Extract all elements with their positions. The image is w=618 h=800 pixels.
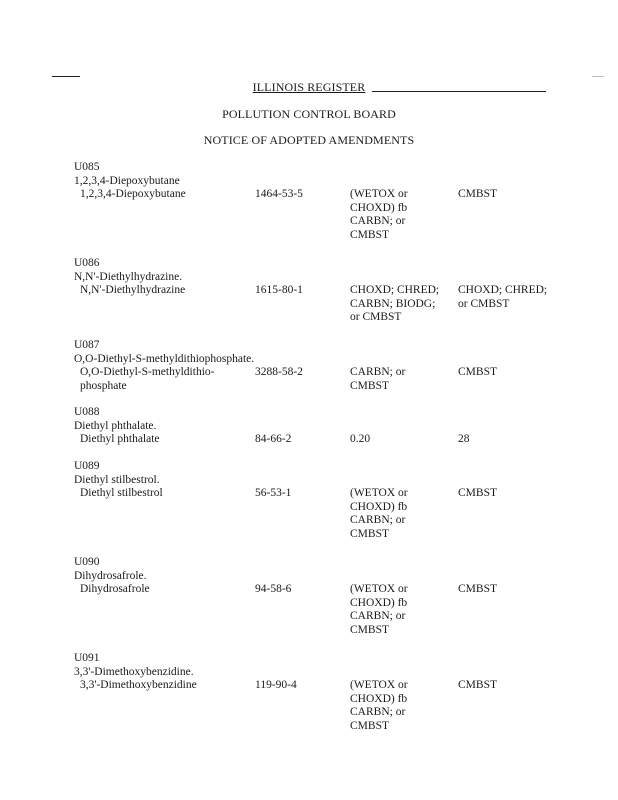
- constituent-name: Dihydrosafrole: [80, 583, 150, 596]
- constituent-name: Diethyl stilbestrol: [80, 487, 163, 500]
- nonwastewater-standard: 28: [458, 433, 470, 446]
- constituent-name: Diethyl phthalate: [80, 433, 160, 446]
- wastewater-standard: 0.20: [350, 433, 371, 446]
- constituent-name: 3,3'-Dimethoxybenzidine: [80, 679, 197, 692]
- cas-number: 94-58-6: [255, 583, 292, 596]
- nonwastewater-standard: CMBST: [458, 487, 497, 500]
- notice-title: NOTICE OF ADOPTED AMENDMENTS: [203, 133, 415, 147]
- waste-code: U088: [74, 406, 100, 418]
- standard-row: [74, 188, 594, 241]
- header-rule-margin: [592, 76, 604, 77]
- register-title: ILLINOIS REGISTER: [252, 80, 366, 94]
- wastewater-standard: (WETOX or CHOXD) fb CARBN; or CMBST: [350, 188, 408, 241]
- wastewater-standard: CHOXD; CHRED; CARBN; BIODG; or CMBST: [350, 284, 440, 324]
- constituent-name: O,O-Diethyl-S-methyldithio- phosphate: [80, 366, 215, 392]
- nonwastewater-standard: CMBST: [458, 679, 497, 692]
- waste-title: Diethyl phthalate.: [74, 419, 157, 432]
- cas-number: 84-66-2: [255, 433, 292, 446]
- board-title: POLLUTION CONTROL BOARD: [222, 107, 396, 121]
- waste-code: U086: [74, 257, 100, 269]
- standard-row: [74, 366, 594, 392]
- cas-number: 1615-80-1: [255, 284, 303, 297]
- header-rule-left: [52, 76, 80, 77]
- waste-code: U089: [74, 460, 100, 472]
- nonwastewater-standard: CMBST: [458, 188, 497, 201]
- standard-row: [74, 583, 594, 636]
- constituent-name: 1,2,3,4-Diepoxybutane: [80, 188, 186, 201]
- waste-title: Dihydrosafrole.: [74, 569, 147, 582]
- waste-title: N,N'-Diethylhydrazine.: [74, 270, 183, 283]
- cas-number: 56-53-1: [255, 487, 292, 500]
- waste-entry: [74, 161, 594, 241]
- standard-row: [74, 487, 594, 540]
- cas-number: 119-90-4: [255, 679, 297, 692]
- waste-code: U085: [74, 161, 100, 173]
- waste-title: Diethyl stilbestrol.: [74, 473, 160, 486]
- waste-title: 3,3'-Dimethoxybenzidine.: [74, 665, 194, 678]
- waste-entry: [74, 652, 594, 732]
- waste-entry: [74, 556, 594, 636]
- cas-number: 3288-58-2: [255, 366, 303, 379]
- standard-row: [74, 679, 594, 732]
- waste-code: U087: [74, 339, 100, 351]
- waste-title: 1,2,3,4-Diepoxybutane: [74, 174, 180, 187]
- waste-entry: [74, 257, 594, 324]
- waste-title: O,O-Diethyl-S-methyldithiophosphate.: [74, 352, 255, 365]
- waste-code: U091: [74, 652, 100, 664]
- nonwastewater-standard: CHOXD; CHRED; or CMBST: [458, 284, 548, 310]
- nonwastewater-standard: CMBST: [458, 583, 497, 596]
- wastewater-standard: (WETOX or CHOXD) fb CARBN; or CMBST: [350, 487, 408, 540]
- cas-number: 1464-53-5: [255, 188, 303, 201]
- standard-row: [74, 284, 594, 324]
- waste-entry: [74, 339, 594, 392]
- constituent-name: N,N'-Diethylhydrazine: [80, 284, 186, 297]
- waste-code: U090: [74, 556, 100, 568]
- waste-entry: [74, 460, 594, 540]
- wastewater-standard: (WETOX or CHOXD) fb CARBN; or CMBST: [350, 583, 408, 636]
- wastewater-standard: (WETOX or CHOXD) fb CARBN; or CMBST: [350, 679, 408, 732]
- standard-row: [74, 433, 594, 447]
- wastewater-standard: CARBN; or CMBST: [350, 366, 406, 392]
- waste-entry: [74, 406, 594, 447]
- nonwastewater-standard: CMBST: [458, 366, 497, 379]
